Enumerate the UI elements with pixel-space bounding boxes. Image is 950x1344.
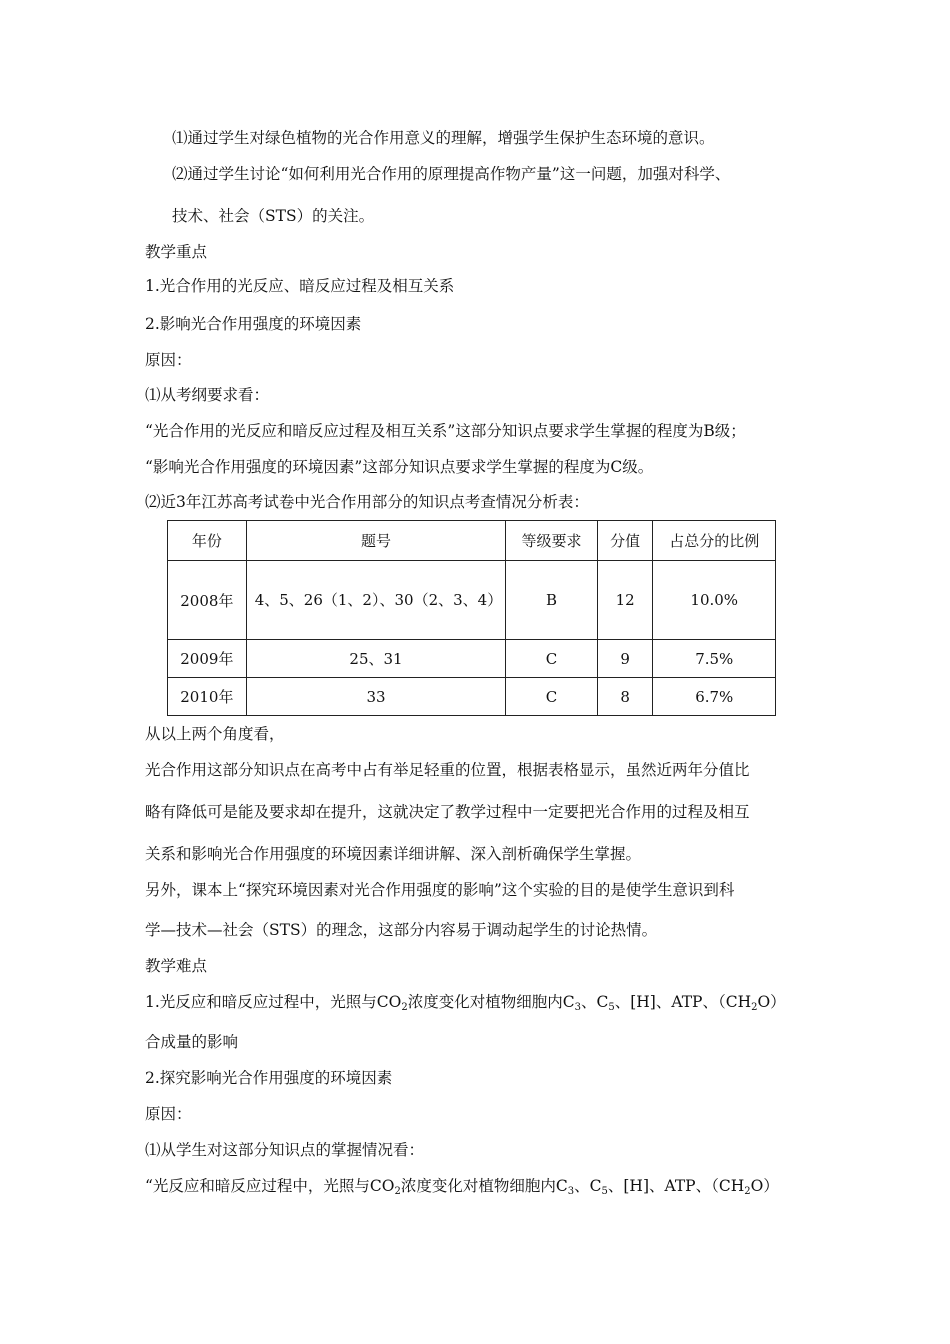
key-point-2: 2.影响光合作用强度的环境因素 — [145, 315, 362, 333]
goal-item-1: ⑴通过学生对绿色植物的光合作用意义的理解，增强学生保护生态环境的意识。 — [172, 129, 715, 147]
analysis-para-2-line-1: 另外，课本上“探究环境因素对光合作用强度的影响”这个实验的目的是使学生意识到科 — [145, 881, 735, 899]
quote-text: 、C — [574, 1177, 602, 1195]
subscript: 5 — [608, 1002, 615, 1013]
difficulty-reason-quote — [145, 1176, 779, 1202]
table-header-cell: 题号 — [246, 521, 506, 561]
difficulty-reason-label: 原因： — [145, 1105, 192, 1123]
table-cell: 12 — [597, 561, 653, 640]
difficulty-2: 2.探究影响光合作用强度的环境因素 — [145, 1069, 393, 1087]
subscript: 3 — [574, 1002, 581, 1013]
table-cell: 7.5% — [653, 640, 776, 678]
table-cell: 25、31 — [246, 640, 506, 678]
table-row — [168, 678, 776, 716]
table-cell: C — [506, 640, 597, 678]
analysis-para-2-line-2: 学—技术—社会（STS）的理念，这部分内容易于调动起学生的讨论热情。 — [145, 921, 658, 939]
difficulty-1-line-2: 合成量的影响 — [145, 1033, 239, 1051]
subscript: 2 — [744, 1186, 751, 1197]
subscript: 3 — [567, 1186, 575, 1197]
subscript: 2 — [394, 1186, 401, 1197]
quote-text: 、[H]、ATP、（CH — [607, 1177, 745, 1195]
difficulty-1-text: O） — [757, 993, 786, 1011]
goal-item-2-line-1: ⑵通过学生讨论“如何利用光合作用的原理提高作物产量”这一问题，加强对科学、 — [172, 165, 731, 183]
difficulty-reason-1: ⑴从学生对这部分知识点的掌握情况看： — [145, 1141, 425, 1159]
analysis-para-1-line-1: 光合作用这部分知识点在高考中占有举足轻重的位置，根据表格显示，虽然近两年分值比 — [145, 761, 750, 779]
table-header-row — [168, 521, 776, 561]
quote-text: “光反应和暗反应过程中，光照与CO — [145, 1177, 395, 1195]
exam-analysis-table — [167, 520, 776, 716]
difficulty-1-text: 、C — [580, 993, 609, 1011]
table-cell: 2010年 — [168, 678, 247, 716]
reason-label: 原因： — [145, 351, 192, 369]
table-cell: 8 — [597, 678, 653, 716]
table-cell — [246, 561, 506, 640]
table-cell: 2008年 — [168, 561, 247, 640]
table-cell: 9 — [597, 640, 653, 678]
analysis-para-1-line-2: 略有降低可是能及要求却在提升，这就决定了教学过程中一定要把光合作用的过程及相互 — [145, 803, 750, 821]
key-point-1: 1.光合作用的光反应、暗反应过程及相互关系 — [145, 277, 455, 295]
quote-text: 浓度变化对植物细胞内C — [400, 1177, 568, 1195]
table-cell: 2009年 — [168, 640, 247, 678]
table-cell: 10.0% — [653, 561, 776, 640]
difficulty-1-text: 浓度变化对植物细胞内C — [407, 993, 575, 1011]
table-header-cell: 年份 — [168, 521, 247, 561]
key-points-heading: 教学重点 — [145, 243, 208, 261]
difficulty-1-text: 1.光反应和暗反应过程中，光照与CO — [145, 993, 402, 1011]
reason-1: ⑴从考纲要求看： — [145, 386, 270, 404]
difficulties-heading: 教学难点 — [145, 957, 208, 975]
table-row — [168, 640, 776, 678]
table-cell: B — [506, 561, 597, 640]
goal-item-2-line-2: 技术、社会（STS）的关注。 — [172, 207, 375, 225]
analysis-para-1-line-3: 关系和影响光合作用强度的环境因素详细讲解、深入剖析确保学生掌握。 — [145, 845, 642, 863]
reason-1-quote-2: “影响光合作用强度的环境因素”这部分知识点要求学生掌握的程度为C级。 — [145, 458, 654, 476]
table-row — [168, 561, 776, 640]
table-header-cell: 分值 — [597, 521, 653, 561]
subscript: 2 — [751, 1002, 758, 1013]
table-cell: C — [506, 678, 597, 716]
table-header-cell: 占总分的比例 — [653, 521, 776, 561]
reason-2: ⑵近3年江苏高考试卷中光合作用部分的知识点考查情况分析表： — [145, 493, 589, 511]
table-cell: 6.7% — [653, 678, 776, 716]
difficulty-1-text: 、[H]、ATP、（CH — [614, 993, 752, 1011]
reason-1-quote-1: “光合作用的光反应和暗反应过程及相互关系”这部分知识点要求学生掌握的程度为B级； — [145, 422, 746, 440]
analysis-intro: 从以上两个角度看， — [145, 725, 285, 743]
quote-text: O） — [750, 1177, 779, 1195]
subscript: 5 — [601, 1186, 608, 1197]
subscript: 2 — [401, 1002, 408, 1013]
difficulty-1-line-1 — [145, 992, 786, 1018]
table-cell: 33 — [246, 678, 506, 716]
table-cell-text: 4、5、26（1、2）、30（2、3、4） — [254, 591, 503, 609]
table-header-cell: 等级要求 — [506, 521, 597, 561]
